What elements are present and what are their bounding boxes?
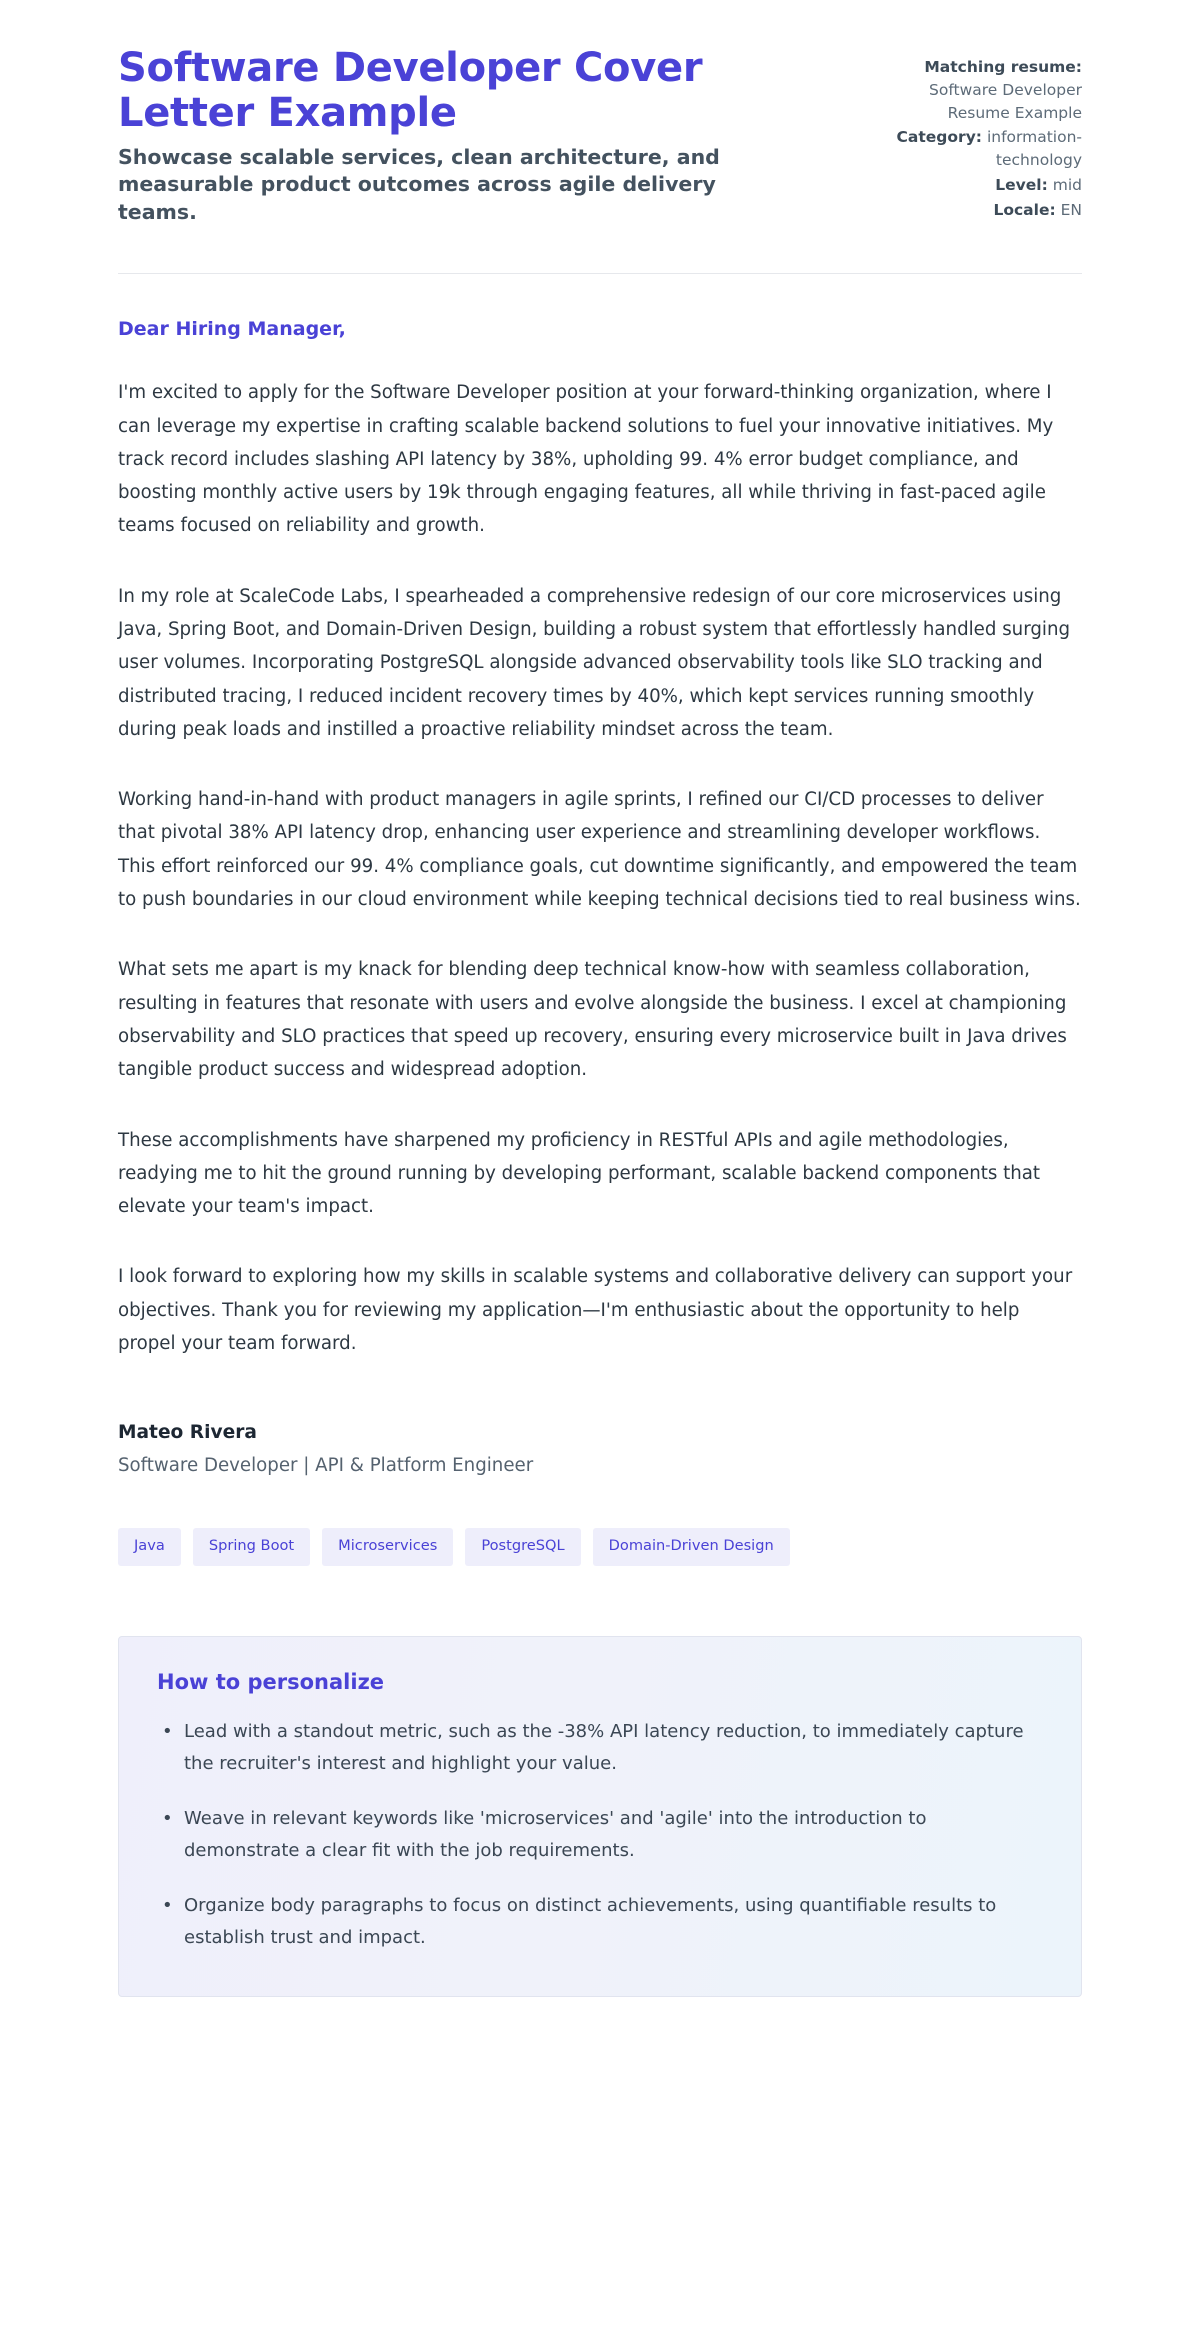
letter-paragraph: What sets me apart is my knack for blending deep technical know-how with seamless collaboration, resulting in features that resonate with users and evolve alongside the business. I excel at championing observability and SLO practices that speed up recovery, ensuring every microservice built in Java drives tangible product success and widespread adoption. [118, 959, 1067, 1081]
letter-paragraph: In my role at ScaleCode Labs, I spearheaded a comprehensive redesign of our core microservices using Java, Spring Boot, and Domain-Driven Design, building a robust system that effortlessly handled surging user volumes. Incorporating PostgreSQL alongside advanced observability tools like SLO tracking and distributed tracing, I reduced incident recovery times by 40%, which kept services running smoothly during peak loads and instilled a proactive reliability mindset across the team. [118, 585, 1071, 740]
callout-tip-list [157, 1716, 1043, 1954]
page-subtitle: Showcase scalable services, clean architecture, and measurable product outcomes across agile delivery teams. [118, 144, 720, 225]
callout-tip-item [157, 1803, 1043, 1867]
metadata-row-category [867, 126, 1082, 172]
letter-paragraph: Working hand-in-hand with product managers in agile sprints, I refined our CI/CD processes to deliver that pivotal 38% API latency drop, enhancing user experience and streamlining developer workflows. This effort reinforced our 99. 4% compliance goals, cut downtime significantly, and empowered the team to push boundaries in our cloud environment while keeping technical decisions tied to real business wins. [118, 789, 1081, 911]
letter-body [118, 274, 1082, 1360]
metadata-value: mid [1052, 175, 1082, 194]
letter-paragraph: I look forward to exploring how my skills in scalable systems and collaborative delivery can support your objectives. Thank you for reviewing my application—I'm enthusiastic about the opportunity to help propel your team forward. [118, 1266, 1073, 1355]
metadata-label: Category: [896, 128, 982, 147]
callout-tip-text: Organize body paragraphs to focus on distinct achievements, using quantifiable results to establish trust and impact. [184, 1895, 997, 1949]
metadata-row-level [867, 174, 1082, 197]
skill-tag[interactable]: Microservices [322, 1528, 453, 1566]
callout-title: How to personalize [157, 1669, 385, 1694]
page-header [118, 0, 1082, 227]
metadata-value: information-technology [986, 128, 1082, 170]
signature-role: Software Developer | API & Platform Engineer [118, 1455, 534, 1477]
metadata-value: Software Developer Resume Example [929, 80, 1082, 122]
skill-tag[interactable]: Java [118, 1528, 181, 1566]
letter-signature [118, 1397, 1082, 1476]
callout-tip-item [157, 1890, 1043, 1954]
metadata-label: Level: [995, 175, 1048, 194]
callout-tip-text: Weave in relevant keywords like 'microservices' and 'agile' into the introduction to demonstrate a clear fit with the job requirements. [184, 1808, 927, 1862]
letter-paragraph: These accomplishments have sharpened my proficiency in RESTful APIs and agile methodologies, readying me to hit the ground running by developing performant, scalable backend components that elevate your team's impact. [118, 1129, 1041, 1218]
bullet-icon: • [162, 1895, 173, 1917]
personalization-callout [118, 1636, 1082, 1997]
skill-tag[interactable]: Spring Boot [193, 1528, 310, 1566]
header-title-block [118, 46, 818, 227]
metadata-row-locale [867, 199, 1082, 222]
skill-tag[interactable]: Domain-Driven Design [593, 1528, 790, 1566]
metadata-label: Matching resume: [924, 58, 1082, 76]
letter-salutation: Dear Hiring Manager, [118, 318, 346, 341]
bullet-icon: • [162, 1720, 173, 1742]
callout-tip-item [157, 1716, 1043, 1780]
skill-tag[interactable]: PostgreSQL [465, 1528, 580, 1566]
bullet-icon: • [162, 1808, 173, 1829]
signature-name: Mateo Rivera [118, 1422, 257, 1444]
metadata-row-matching-resume [867, 56, 1082, 124]
metadata-value: EN [1060, 200, 1082, 219]
document-metadata [867, 46, 1082, 223]
metadata-label: Locale: [993, 200, 1056, 219]
callout-tip-text: Lead with a standout metric, such as the -38% API latency reduction, to immediately capture the recruiter's interest and highlight your value. [184, 1720, 1024, 1774]
letter-paragraph: I'm excited to apply for the Software Developer position at your forward-thinking organization, where I can leverage my expertise in crafting scalable backend solutions to fuel your innovative initiatives. My track record includes slashing API latency by 38%, upholding 99. 4% error budget compliance, and boosting monthly active users by 19k through engaging features, all while thriving in fast-paced agile teams focused on reliability and growth. [118, 382, 1054, 537]
skill-tag-list [118, 1476, 1082, 1566]
page-title: Software Developer Cover Letter Example [118, 45, 703, 136]
